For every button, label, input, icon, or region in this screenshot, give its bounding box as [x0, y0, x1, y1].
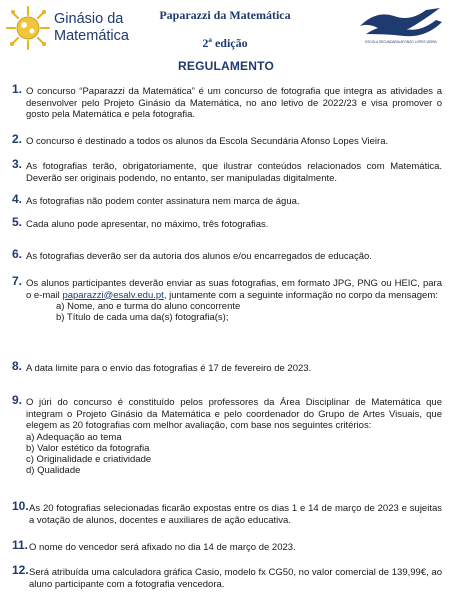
rule-number: 4.	[12, 192, 23, 206]
sub-item: a) Nome, ano e turma do aluno concorrente	[56, 301, 241, 312]
rule-number: 11.	[12, 538, 29, 552]
rule-item-5	[12, 215, 442, 231]
rule-text: As fotografias terão, obrigatoriamente, que ilustrar conteúdos relacionados com Matemática. Deverão ser originais podendo, no entanto, ser manipuladas digitalmente.	[26, 161, 442, 184]
page-title: Paparazzi da Matemática	[159, 8, 291, 22]
logo-line-1: Ginásio da	[54, 11, 124, 27]
school-waves-icon	[356, 6, 446, 40]
rule-text: As 20 fotografias selecionadas ficarão expostas entre os dias 1 e 14 de março de 2023 e sujeitas a votação de alunos, docentes e auxiliares de ação educativa.	[29, 503, 442, 526]
rule-item-4	[12, 192, 442, 208]
regulation-heading: REGULAMENTO	[178, 59, 274, 73]
rule-text: O nome do vencedor será afixado no dia 14 de março de 2023.	[29, 542, 296, 553]
rule-number: 8.	[12, 359, 23, 373]
rule-item-1	[12, 82, 442, 121]
rule-number: 6.	[12, 247, 23, 261]
rule-text: As fotografias deverão ser da autoria dos alunos e/ou encarregados de educação.	[26, 251, 372, 262]
edition-label: 2ª edição	[202, 36, 248, 50]
rule-item-12	[12, 563, 442, 590]
logo-line-2: Matemática	[54, 28, 129, 44]
rule-number: 10.	[12, 499, 29, 513]
rule-number: 9.	[12, 393, 23, 407]
sub-item: a) Adequação ao tema	[26, 431, 122, 443]
rule-item-2	[12, 132, 442, 148]
rule-number: 1.	[12, 82, 23, 96]
rule-item-8	[12, 359, 442, 375]
rule-text: A data limite para o envio das fotografias é 17 de fevereiro de 2023.	[26, 363, 312, 374]
rule-text: As fotografias não podem conter assinatura nem marca de água.	[26, 196, 300, 207]
rule-number: 5.	[12, 215, 23, 229]
sub-item: c) Originalidade e criatividade	[26, 453, 152, 465]
rule-text: O júri do concurso é constituído pelos professores da Área Disciplinar de Matemática que integram o Projeto Ginásio da Matemática e pelo coordenador do Grupo de Artes Visuais, que elegem as 20 fotografias com melhor avaliação, com base nos seguintes critérios:	[26, 397, 442, 431]
school-logo-text: ESCOLA SECUNDÁRIA AFONSO LOPES VIEIRA	[365, 40, 437, 44]
rule-text-part: Os alunos participantes deverão enviar as suas fotografias, em formato JPG, PNG ou HEIC, para o e-mail	[26, 278, 442, 301]
rule-text: Será atribuída uma calculadora gráfica Casio, modelo fx CG50, no valor comercial de 139,99€, ao aluno participante com a fotografia vencedora.	[29, 567, 442, 590]
ginasio-logo	[4, 4, 144, 52]
rule-item-10	[12, 499, 442, 526]
sub-item: d) Qualidade	[26, 464, 81, 476]
rule-item-9	[12, 393, 442, 476]
rule-item-3	[12, 157, 442, 184]
rule-item-11	[12, 538, 442, 554]
rule-text-part: , juntamente com a seguinte informação no corpo da mensagem:	[163, 289, 438, 301]
sun-puzzle-icon	[4, 4, 52, 52]
rule-number: 7.	[12, 274, 23, 288]
rule-item-6	[12, 247, 442, 263]
rule-number: 2.	[12, 132, 23, 146]
rule-number: 3.	[12, 157, 23, 171]
email-link[interactable]: paparazzi@esalv.edu.pt	[62, 289, 164, 301]
school-logo	[356, 6, 446, 50]
rule-item-7	[12, 274, 442, 323]
sub-item: b) Título de cada uma da(s) fotografia(s);	[56, 312, 229, 323]
rule-text: O concurso “Paparazzi da Matemática” é um concurso de fotografia que integra as atividades a desenvolver pelo Projeto Ginásio da Matemática, no ano letivo de 2022/23 e visa promover o gosto pela Matemática e pela fotografia.	[26, 86, 442, 120]
rule-text: O concurso é destinado a todos os alunos da Escola Secundária Afonso Lopes Vieira.	[26, 136, 389, 147]
rule-text	[26, 278, 442, 301]
rule-number: 12.	[12, 563, 29, 577]
sub-item: b) Valor estético da fotografia	[26, 442, 150, 454]
rule-text: Cada aluno pode apresentar, no máximo, três fotografias.	[26, 219, 269, 230]
